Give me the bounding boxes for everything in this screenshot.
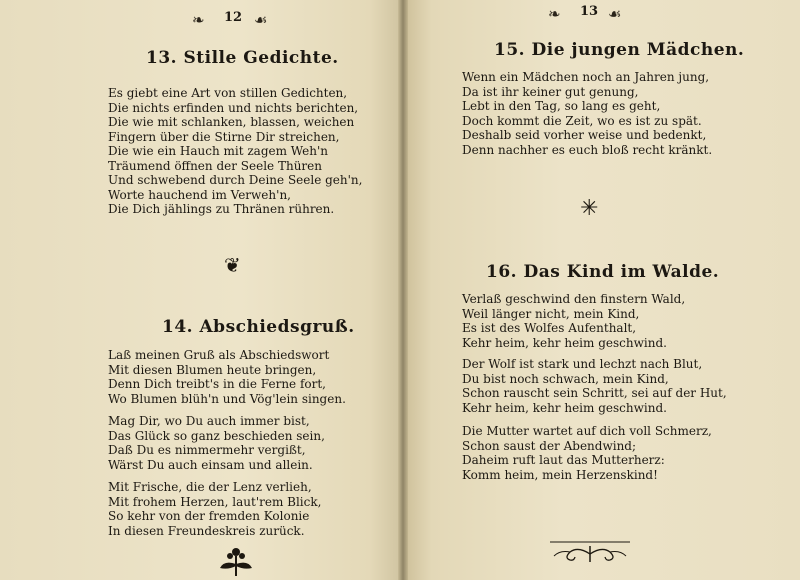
verse-line: Worte hauchend im Verweh'n, [108, 187, 291, 202]
poem-title: 14. Abschiedsgruß. [162, 317, 355, 337]
verse-line: Das Glück so ganz beschieden sein, [108, 428, 325, 443]
verse-line: Wenn ein Mädchen noch an Jahren jung, [462, 70, 710, 84]
poem-stanza [108, 86, 362, 217]
verse-line: Deshalb seid vorher weise und bedenkt, [462, 128, 707, 142]
poem-title: 13. Stille Gedichte. [146, 48, 339, 68]
verse-line: Wärst Du auch einsam und allein. [108, 457, 313, 472]
verse-line: So kehr von der fremden Kolonie [108, 509, 310, 523]
verse-line: Da ist ihr keiner gut genung, [462, 84, 639, 99]
verse-line: Wo Blumen blüh'n und Vög'lein singen. [108, 391, 346, 406]
left-page-number: 12 [224, 10, 243, 25]
verse-line: Die Mutter wartet auf dich voll Schmerz, [462, 424, 712, 438]
verse-line: Daß Du es nimmermehr vergißt, [108, 443, 306, 457]
verse-line: Du bist noch schwach, mein Kind, [462, 371, 669, 386]
verse-line: Kehr heim, kehr heim geschwind. [462, 400, 667, 415]
poem-title: 16. Das Kind im Walde. [486, 262, 720, 282]
verse-line: Laß meinen Gruß als Abschiedswort [108, 348, 330, 362]
verse-line: Mag Dir, wo Du auch immer bist, [108, 414, 310, 428]
verse-line: Schon rauscht sein Schritt, sei auf der Hut, [462, 386, 727, 400]
verse-line: Es giebt eine Art von stillen Gedichten, [108, 86, 348, 100]
verse-line: Der Wolf ist stark und lechzt nach Blut, [462, 357, 703, 371]
verse-line: Mit diesen Blumen heute bringen, [108, 362, 317, 377]
verse-line: Die Dich jählings zu Thränen rühren. [108, 202, 335, 216]
verse-line: Verlaß geschwind den finstern Wald, [462, 292, 686, 306]
poem-stanza [108, 348, 346, 406]
verse-line: Lebt in den Tag, so lang es geht, [462, 99, 661, 113]
poem-stanza [462, 70, 712, 157]
right-page-number: 13 [580, 4, 599, 19]
poem-stanza [108, 480, 321, 538]
verse-line: Die wie ein Hauch mit zagem Weh'n [108, 144, 329, 158]
verse-line: Kehr heim, kehr heim geschwind. [462, 335, 667, 350]
left-header-ornament-icon: ❧ [192, 11, 205, 29]
floral-footer-ornament-icon [216, 546, 256, 578]
verse-line: Doch kommt die Zeit, wo es ist zu spät. [462, 113, 702, 128]
book-gutter [398, 0, 408, 580]
verse-line: Denn Dich treibt's in die Ferne fort, [108, 377, 326, 391]
verse-line: Die wie mit schlanken, blassen, weichen [108, 115, 355, 129]
poem-stanza [462, 357, 727, 415]
verse-line: Schon saust der Abendwind; [462, 438, 637, 453]
verse-line: Es ist des Wolfes Aufenthalt, [462, 321, 637, 335]
left-header-ornament-icon: ☙ [254, 11, 268, 29]
asterisk-divider-icon: ✳ [580, 196, 599, 221]
right-header-ornament-icon: ☙ [608, 5, 622, 23]
verse-line: Daheim ruft laut das Mutterherz: [462, 453, 665, 467]
verse-line: Die nichts erfinden und nichts berichten, [108, 100, 359, 115]
right-header-ornament-icon: ❧ [548, 5, 561, 23]
poem-stanza [462, 292, 685, 350]
verse-line: Und schwebend durch Deine Seele geh'n, [108, 173, 363, 187]
scroll-footer-ornament-icon [548, 538, 632, 568]
poem-stanza [462, 424, 712, 482]
verse-line: Weil länger nicht, mein Kind, [462, 306, 640, 321]
verse-line: Komm heim, mein Herzenskind! [462, 467, 658, 482]
poem-title: 15. Die jungen Mädchen. [494, 40, 745, 60]
verse-line: Denn nachher es euch bloß recht kränkt. [462, 142, 713, 157]
leaf-divider-icon: ❦ [224, 253, 241, 277]
verse-line: Mit frohem Herzen, laut'rem Blick, [108, 494, 322, 509]
verse-line: Fingern über die Stirne Dir streichen, [108, 129, 340, 144]
verse-line: Träumend öffnen der Seele Thüren [108, 158, 322, 173]
verse-line: Mit Frische, die der Lenz verlieh, [108, 480, 312, 494]
verse-line: In diesen Freundeskreis zurück. [108, 523, 305, 538]
poem-stanza [108, 414, 325, 472]
